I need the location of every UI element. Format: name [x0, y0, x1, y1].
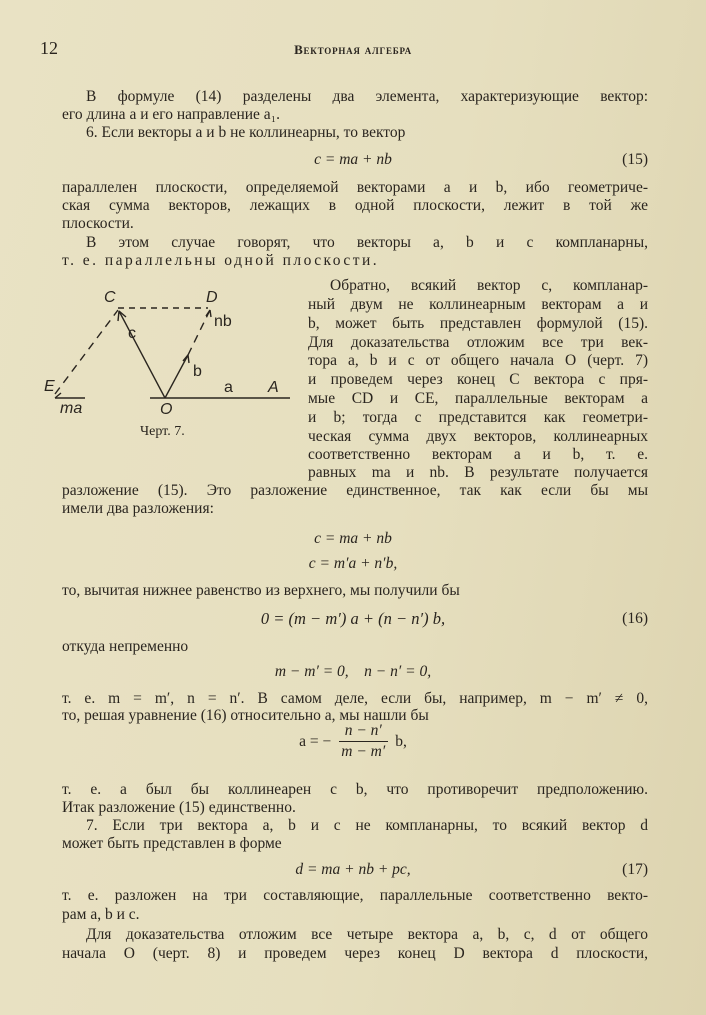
equation-number: (16) — [622, 610, 648, 627]
text-line: 6. Если векторы a и b не коллинеарны, то вектор — [86, 124, 406, 141]
text-line: имели два разложения: — [62, 500, 214, 517]
text-line: Для доказательства отложим все три век- — [308, 334, 648, 351]
text-line: разложение (15). Это разложение единственное, так как если бы мы — [62, 482, 648, 499]
text-line: плоскости. — [62, 215, 134, 232]
text-line: параллелен плоскости, определяемой векторами a и b, ибо геометриче- — [62, 179, 648, 196]
text-line: Итак разложение (15) единственно. — [62, 799, 296, 816]
text-line: ный двум не коллинеарным векторам a и — [308, 296, 648, 313]
formula-decomp-1: c = ma + nb — [314, 530, 392, 547]
label-ma: ma — [60, 400, 83, 417]
label-nb: nb — [214, 313, 232, 330]
text-line: мые CD и CE, параллельные векторам a — [308, 390, 648, 407]
text-line: В этом случае говорят, что векторы a, b и c компланарны, — [86, 234, 648, 251]
text-line: соответственно векторам a и b, т. е. — [308, 446, 648, 463]
formula-15: c = ma + nb — [314, 151, 392, 168]
label-a: a — [224, 379, 233, 396]
formula-decomp-2: c = m′a + n′b, — [308, 555, 398, 572]
text-line: начала O (черт. 8) и проведем через конец D вектора d плоскости, — [62, 945, 648, 962]
text-line: 7. Если три вектора a, b и c не компланарны, то всякий вектор d — [86, 817, 648, 834]
fraction-denominator: m − m′ — [341, 743, 386, 760]
label-O: O — [160, 401, 173, 418]
text-line: т. е. a был бы коллинеарен с b, что противоречит предположению. — [62, 781, 648, 798]
equation-number: (15) — [622, 151, 648, 168]
text-line: откуда непременно — [62, 638, 189, 655]
text-line: В формуле (14) разделены два элемента, характеризующие вектор: — [86, 88, 648, 105]
label-D: D — [206, 289, 218, 306]
label-E: E — [44, 378, 55, 395]
formula-fraction — [220, 722, 486, 761]
text-line: Обратно, всякий вектор c, компланар- — [330, 277, 648, 294]
text-line: может быть представлен в форме — [62, 835, 282, 852]
text-line: т. е. параллельны одной плоскости. — [62, 252, 380, 269]
figure-caption: Черт. 7. — [140, 424, 185, 439]
fraction-rhs: b, — [395, 732, 407, 750]
text-line: т. е. разложен на три составляющие, параллельные соответственно векто- — [62, 887, 648, 904]
text-line: то, решая уравнение (16) относительно a, мы нашли бы — [62, 707, 429, 724]
text-line: тора a, b и c от общего начала O (черт. 7) — [308, 352, 648, 369]
text-line: ская сумма векторов, лежащих в одной плоскости, лежит в той же — [62, 197, 648, 214]
text-line: Для доказательства отложим все четыре вектора a, b, c, d от общего — [86, 926, 648, 943]
text-line: т. е. m = m′, n = n′. В самом деле, если бы, например, m − m′ ≠ 0, — [62, 690, 648, 707]
equation-number: (17) — [622, 861, 648, 878]
text-line: и b; тогда c представится как геометри- — [308, 409, 648, 426]
fraction-lhs: a = − — [299, 732, 332, 750]
label-b: b — [193, 363, 202, 380]
text-line: ческая сумма двух векторов, коллинеарных — [308, 428, 648, 445]
label-C: C — [104, 289, 116, 306]
label-A: A — [268, 379, 279, 396]
formula-mn: m − m′ = 0, n − n′ = 0, — [274, 663, 432, 680]
text-line: рам a, b и c. — [62, 906, 140, 923]
formula-16: 0 = (m − m′) a + (n − n′) b, — [260, 609, 446, 628]
page-number: 12 — [40, 38, 58, 58]
vector-b — [165, 355, 188, 398]
text-line: b, может быть представлен формулой (15). — [308, 315, 648, 332]
text-line: его длина a и его направление a₁. — [62, 106, 280, 123]
formula-17: d = ma + nb + pc, — [295, 861, 411, 878]
arrow-nb — [206, 310, 211, 317]
line-ce — [55, 310, 118, 394]
vector-c — [119, 311, 165, 398]
text-line: то, вычитая нижнее равенство из верхнего, мы получили бы — [62, 582, 460, 599]
fraction-numerator: n − n′ — [339, 722, 388, 742]
fraction — [335, 722, 391, 761]
label-c: c — [128, 325, 136, 342]
line-od — [188, 310, 210, 355]
text-line: равных ma и nb. В результате получается — [308, 464, 648, 481]
text-line: и проведем через конец C вектора c пря- — [308, 371, 648, 388]
running-title: Векторная алгебра — [294, 42, 412, 57]
